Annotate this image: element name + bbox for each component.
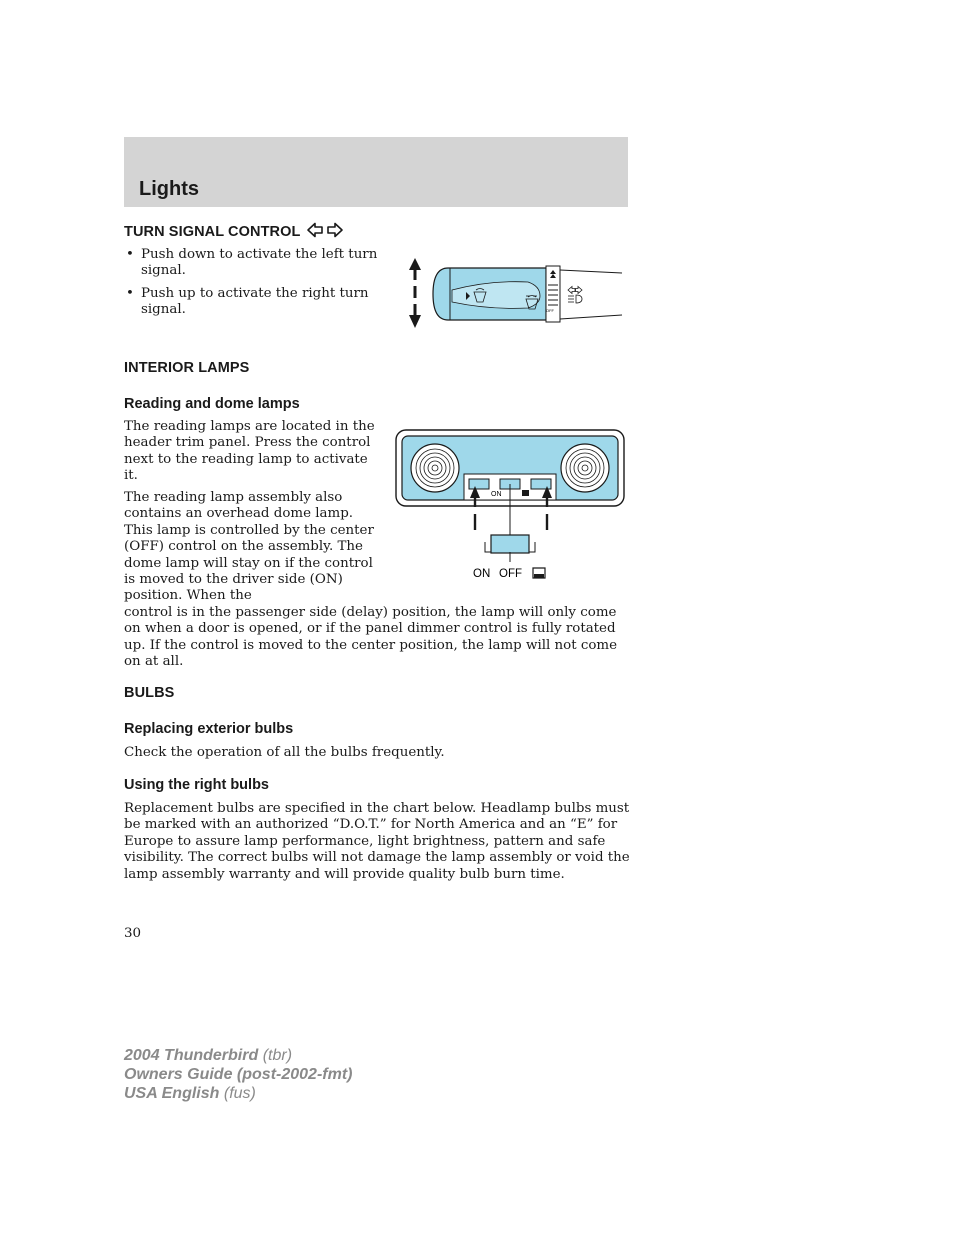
reading-lamp-assembly-paragraph: The reading lamp assembly also contains an overhead dome lamp. This lamp is controlled by the center (OFF) control on the assembly. The dome lamp will stay on if the control is moved to the driver side (ON) position. When the (124, 490, 374, 604)
reading-lamp-right (561, 444, 609, 492)
turn-signal-lever-illustration (400, 252, 630, 334)
section-title: Lights (139, 178, 199, 200)
door-ajar-icon (522, 490, 529, 496)
switch-off-label: OFF (499, 568, 522, 580)
interior-lamps-heading: INTERIOR LAMPS (124, 360, 250, 376)
document-footer (124, 1046, 352, 1103)
reading-lamp-left (411, 444, 459, 492)
page-number: 30 (124, 926, 142, 941)
turn-signal-heading (124, 222, 343, 240)
turn-signal-bullets (124, 247, 384, 325)
turn-signal-heading-text: TURN SIGNAL CONTROL (124, 224, 301, 240)
turn-signal-arrows-icon (568, 287, 582, 294)
turn-signal-arrows-icon (307, 222, 343, 238)
bulbs-heading: BULBS (124, 685, 175, 701)
footer-line-language: USA English (fus) (124, 1085, 256, 1102)
using-right-bulbs-heading: Using the right bulbs (124, 777, 269, 793)
overhead-console-illustration (394, 428, 626, 588)
list-item: • Push down to activate the left turn signal. (126, 247, 378, 279)
reading-lamp-assembly-paragraph-continued: control is in the passenger side (delay) position, the lamp will only come on when a door is opened, or if the panel dimmer control is fully rotated up. If the control is moved to the center position, the lamp will not come on at all. (124, 605, 618, 670)
reading-lamps-paragraph: The reading lamps are located in the header trim panel. Press the control next to the reading lamp to activate it. (124, 419, 375, 484)
footer-line-guide: Owners Guide (post-2002-fmt) (124, 1066, 353, 1083)
headlamp-icon (568, 295, 582, 303)
up-down-arrow-icon (409, 258, 421, 328)
footer-line-model: 2004 Thunderbird (tbr) (124, 1047, 293, 1064)
using-right-bulbs-paragraph: Replacement bulbs are specified in the chart below. Headlamp bulbs must be marked with an authorized “D.O.T.” for North America and an “E” for Europe to assure lamp performance, light brightness, pattern and safe visibility. The correct bulbs will not damage the lamp assembly or void the lamp assembly warranty and will provide quality bulb burn time. (124, 801, 630, 882)
lever-off-label: OFF (546, 308, 554, 313)
replacing-exterior-bulbs-heading: Replacing exterior bulbs (124, 721, 294, 737)
switch-on-label: ON (473, 568, 491, 580)
panel-on-label: ON (491, 491, 502, 498)
reading-dome-lamps-heading: Reading and dome lamps (124, 396, 300, 412)
section-header-band (124, 137, 628, 207)
replacing-bulbs-paragraph: Check the operation of all the bulbs frequently. (124, 745, 445, 760)
list-item: • Push up to activate the right turn signal. (126, 285, 369, 318)
